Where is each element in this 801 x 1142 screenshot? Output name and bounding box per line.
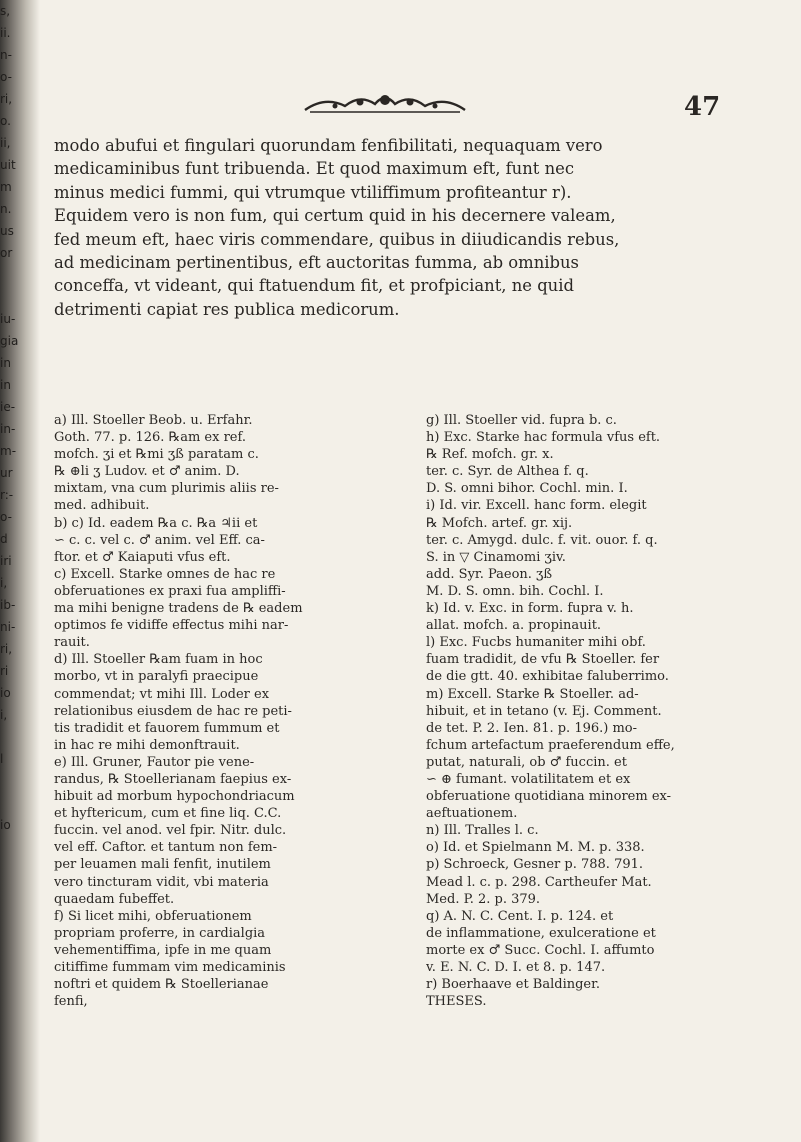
bleed-text-fragment: o-	[0, 70, 12, 84]
bleed-text-fragment: i,	[0, 708, 8, 722]
bleed-text-fragment: o.	[0, 114, 11, 128]
bleed-text-fragment: i,	[0, 576, 8, 590]
footnote-line: d) Ill. Stoeller ℞am fuam in hoc	[54, 652, 263, 668]
footnote-line: q) A. N. C. Cent. I. p. 124. et	[426, 908, 614, 924]
text-line: detrimenti capiat res publica medicorum.	[54, 299, 400, 319]
footnote-line: i) Id. vir. Excell. hanc form. elegit	[426, 498, 647, 514]
bleed-text-fragment	[0, 792, 36, 814]
footnote-line: noftri et quidem ℞ Stoellerianae	[54, 977, 269, 993]
main-body-text	[54, 134, 780, 321]
footnote-line: in hac re mihi demonftrauit.	[54, 737, 240, 753]
footnote-line: fenfi,	[54, 994, 88, 1010]
footnote-line: hibuit, et in tetano (v. Ej. Comment.	[426, 703, 662, 719]
bleed-text-fragment: ni-	[0, 620, 16, 634]
footnote-line: tis tradidit et fauorem fummum et	[54, 720, 280, 736]
footnote-line: aeftuationem.	[426, 806, 518, 822]
bleed-text-fragment: ii.	[0, 26, 11, 40]
footnote-line: b) c) Id. eadem ℞a c. ℞a ♃ii et	[54, 515, 258, 531]
footnote-line: o) Id. et Spielmann M. M. p. 338.	[426, 840, 645, 856]
bleed-text-fragment: n.	[0, 202, 12, 216]
footnote-line: de inflammatione, exulceratione et	[426, 925, 656, 941]
footnote-line: h) Exc. Starke hac formula vfus eft.	[426, 430, 661, 446]
bleed-text-fragment	[0, 264, 36, 286]
bleed-text-fragment: s,	[0, 4, 11, 18]
footnote-line: citiffime fummam vim medicaminis	[54, 960, 286, 975]
footnote-line: relationibus eiusdem de hac re peti-	[54, 703, 292, 719]
footnote-line: putat, naturali, ob ♂ fuccin. et	[426, 754, 627, 770]
bleed-text-fragment: ri	[0, 664, 9, 678]
footnote-line: Goth. 77. p. 126. ℞am ex ref.	[54, 430, 246, 446]
bleed-text-fragment: ii,	[0, 136, 11, 150]
footnote-line: obferuationes ex praxi fua ampliffi-	[54, 583, 286, 599]
bleed-text-fragment: in-	[0, 422, 16, 436]
footnotes	[54, 412, 784, 1010]
footnote-line: fuccin. vel anod. vel fpir. Nitr. dulc.	[54, 823, 287, 839]
footnote-line: allat. mofch. a. propinauit.	[426, 618, 602, 634]
footnote-line: vehementiffima, ipfe in me quam	[54, 942, 272, 958]
bleed-text-fragment: io	[0, 818, 11, 832]
footnote-line: e) Ill. Gruner, Fautor pie vene-	[54, 754, 255, 770]
footnote-line: m) Excell. Starke ℞ Stoeller. ad-	[426, 686, 639, 702]
footnote-line: morte ex ♂ Succ. Cochl. I. affumto	[426, 942, 655, 958]
footnote-line: vero tincturam vidit, vbi materia	[54, 874, 269, 890]
bleed-text-fragment: us	[0, 224, 14, 238]
bleed-text-fragment	[0, 836, 36, 858]
footnote-line: l) Exc. Fucbs humaniter mihi obf.	[426, 635, 646, 651]
bleed-text-fragment: ie-	[0, 400, 16, 414]
footnote-line: ℞ Ref. mofch. gr. x.	[426, 447, 554, 463]
bleed-text-fragment: n-	[0, 48, 12, 62]
text-line: conceffa, vt videant, qui ftatuendum fit, et profpiciant, ne quid	[54, 276, 574, 296]
bleed-text-fragment: m	[0, 180, 12, 194]
bleed-text-fragment: iri	[0, 554, 12, 568]
footnotes-left-column	[54, 412, 410, 1010]
bleed-text-fragment: in	[0, 378, 11, 392]
footnote-line: de tet. P. 2. Ien. 81. p. 196.) mo-	[426, 720, 638, 736]
footnote-line: mofch. ʒi et ℞mi ʒß paratam c.	[54, 447, 259, 463]
footnote-line: v. E. N. C. D. I. et 8. p. 147.	[426, 960, 606, 975]
footnote-line: quaedam fubeffet.	[54, 891, 175, 907]
footnote-line: et hyftericum, cum et fine liq. C.C.	[54, 806, 282, 822]
text-line: medicaminibus funt tribuenda. Et quod maximum eft, funt nec	[54, 159, 575, 179]
footnote-line: ℞ ⊕li ʒ Ludov. et ♂ anim. D.	[54, 464, 240, 480]
footnote-line: p) Schroeck, Gesner p. 788. 791.	[426, 857, 644, 873]
footnote-line: ftor. et ♂ Kaiaputi vfus eft.	[54, 549, 231, 565]
footnote-line: a) Ill. Stoeller Beob. u. Erfahr.	[54, 413, 253, 428]
bleed-text-fragment: r:-	[0, 488, 14, 502]
footnote-line: ∽ ⊕ fumant. volatilitatem et ex	[426, 771, 631, 787]
footnote-line: ter. c. Amygd. dulc. f. vit. ouor. f. q.	[426, 532, 658, 548]
footnotes-right-column	[426, 412, 776, 1010]
bleed-text-fragment	[0, 770, 36, 792]
bleed-text-fragment: gia	[0, 334, 19, 348]
footnote-line: fchum artefactum praeferendum effe,	[426, 737, 675, 753]
bleed-text-fragment	[0, 858, 36, 880]
footnote-line: ℞ Mofch. artef. gr. xij.	[426, 515, 573, 531]
bleed-text-fragment: o-	[0, 510, 12, 524]
page-number: 47	[684, 92, 721, 122]
footnote-line: ma mihi benigne tradens de ℞ eadem	[54, 601, 303, 617]
footnote-line: ter. c. Syr. de Althea f. q.	[426, 464, 589, 480]
footnote-line: randus, ℞ Stoellerianam faepius ex-	[54, 771, 292, 787]
footnote-line: morbo, vt in paralyfi praecipue	[54, 669, 259, 685]
footnote-line: M. D. S. omn. bih. Cochl. I.	[426, 583, 604, 599]
footnote-line: c) Excell. Starke omnes de hac re	[54, 566, 276, 582]
footnote-line: g) Ill. Stoeller vid. fupra b. c.	[426, 413, 617, 428]
footnote-line: n) Ill. Tralles l. c.	[426, 823, 539, 839]
text-line: ad medicinam pertinentibus, eft auctoritas fumma, ab omnibus	[54, 253, 579, 273]
footnote-line: optimos fe vidiffe effectus mihi nar-	[54, 618, 289, 634]
bleed-text-fragment: ri,	[0, 92, 13, 106]
footnote-line: fuam tradidit, de vfu ℞ Stoeller. fer	[426, 652, 660, 668]
bleed-text-fragment: uit	[0, 158, 16, 172]
footnote-line: mixtam, vna cum plurimis aliis re-	[54, 481, 279, 497]
footnote-line: de die gtt. 40. exhibitae faluberrimo.	[426, 669, 669, 685]
bleed-text-fragment: ur	[0, 466, 13, 480]
footnote-line: med. adhibuit.	[54, 498, 150, 514]
footnote-line: ∽ c. c. vel c. ♂ anim. vel Eff. ca-	[54, 532, 265, 548]
footnote-line: THESES.	[426, 994, 487, 1010]
footnote-line: k) Id. v. Exc. in form. fupra v. h.	[426, 601, 634, 617]
footnote-line: hibuit ad morbum hypochondriacum	[54, 789, 295, 805]
bleed-text-fragment	[0, 286, 36, 308]
footnote-line: D. S. omni bihor. Cochl. min. I.	[426, 481, 628, 497]
footnote-line: add. Syr. Paeon. ʒß	[426, 566, 553, 582]
footnote-line: f) Si licet mihi, obferuationem	[54, 908, 252, 924]
text-line: Equidem vero is non fum, qui certum quid in his decernere valeam,	[54, 206, 616, 226]
footnote-line: r) Boerhaave et Baldinger.	[426, 977, 601, 993]
text-line: modo abufui et fingulari quorundam fenfibilitati, nequaquam vero	[54, 136, 603, 155]
facing-page-bleed-text	[0, 0, 36, 1142]
bleed-text-fragment: or	[0, 246, 13, 260]
text-line: fed meum eft, haec viris commendare, quibus in diiudicandis rebus,	[54, 229, 620, 249]
floral-headpiece-ornament-icon	[300, 90, 470, 116]
footnote-line: rauit.	[54, 635, 90, 651]
bleed-text-fragment: in	[0, 356, 11, 370]
bleed-text-fragment	[0, 880, 36, 902]
footnote-line: vel eff. Caftor. et tantum non fem-	[54, 840, 278, 856]
footnote-line: commendat; vt mihi Ill. Loder ex	[54, 686, 270, 702]
bleed-text-fragment: iu-	[0, 312, 16, 326]
footnote-line: obferuatione quotidiana minorem ex-	[426, 789, 672, 805]
text-line: minus medici fummi, qui vtrumque vtiliffimum profiteantur r).	[54, 182, 572, 202]
bleed-text-fragment: l	[0, 752, 4, 766]
bleed-text-fragment	[0, 726, 36, 748]
footnote-line: Mead l. c. p. 298. Cartheufer Mat.	[426, 874, 652, 890]
footnote-line: per leuamen mali fenfit, inutilem	[54, 857, 271, 873]
bleed-text-fragment: io	[0, 686, 11, 700]
footnote-line: propriam proferre, in cardialgia	[54, 925, 266, 941]
footnote-line: Med. P. 2. p. 379.	[426, 891, 541, 907]
bleed-text-fragment: ib-	[0, 598, 16, 612]
footnote-line: S. in ▽ Cinamomi ʒiv.	[426, 549, 566, 565]
bleed-text-fragment: ri,	[0, 642, 13, 656]
bleed-text-fragment	[0, 902, 36, 924]
bleed-text-fragment: d	[0, 532, 8, 546]
bleed-text-fragment: m-	[0, 444, 17, 458]
